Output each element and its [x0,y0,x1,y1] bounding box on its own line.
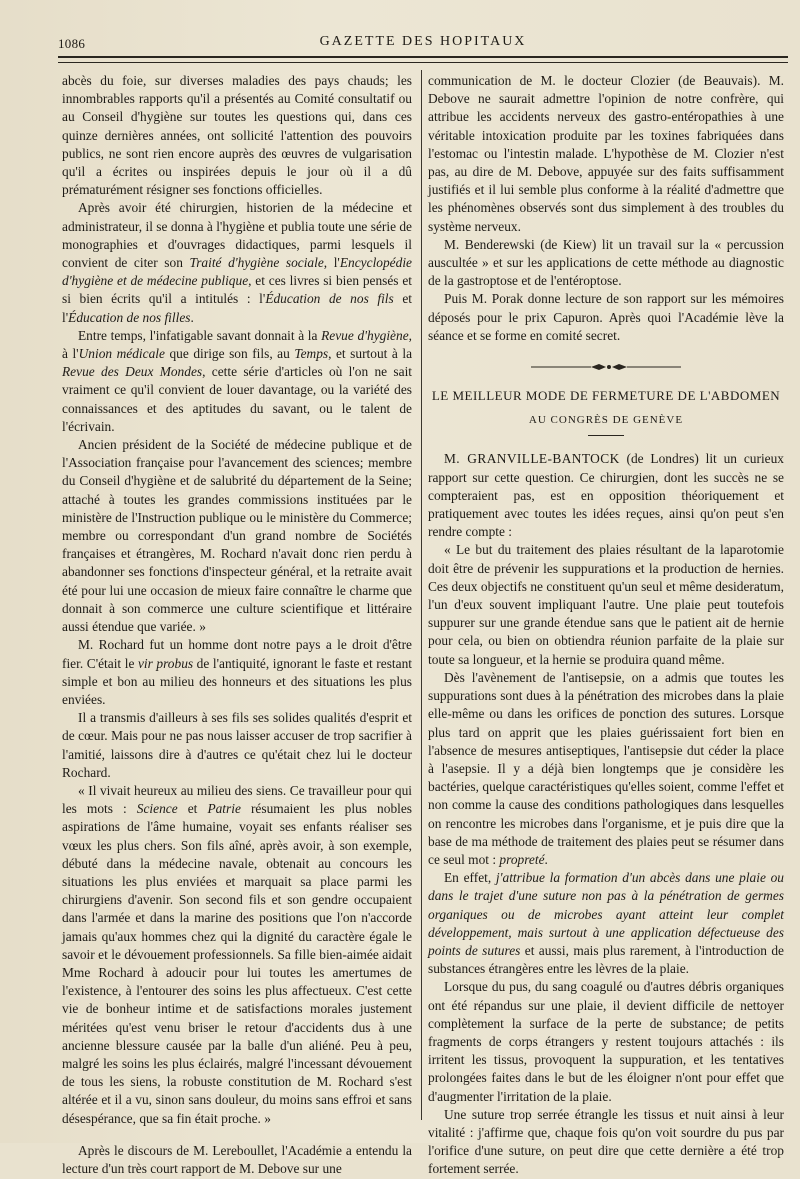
page-number: 1086 [58,36,86,51]
paragraph: Dès l'avènement de l'antisepsie, on a admis que toutes les suppurations sont dues à la pénétration des microbes dans la plaie elle-même ou dans les orifices de ponction des sutures. Lorsque plus tard on apprit que les plaies guérissaient fort bien en l'absence de mesures antiseptiques, l'antisepsie dut céder la place à l'asepsie. Il y a déjà bien longtemps que je considère les bactéries, quelque caractéristiques qu'elles soient, comme l'effet et non comme la cause des conditions pathologiques dans lesquelles on rencontre les microbes dans l'organisme, et je puis dire que la base de ma méthode de traitement des plaies peut se résumer dans ce seul mot : propreté. [428,669,784,867]
paragraph: M. Rochard fut un homme dont notre pays a le droit d'être fier. C'était le vir probus de l'antiquité, ignorant le faste et restant simple et bon au milieu des honneurs et des situations les plus enviées. [62,637,412,707]
paragraph: Entre temps, l'infatigable savant donnait à la Revue d'hygiène, à l'Union médicale que dirige son fils, au Temps, et surtout à la Revue des Deux Mondes, cette série d'articles où l'on ne sait vraiment ce qu'il convient de louer davantage, ou la variété des connaissances et des aptitudes du savant, ou le talent de l'écrivain. [62,327,413,434]
article-title: LE MEILLEUR MODE DE FERMETURE DE L'ABDOMEN [431,388,781,404]
paragraph: « Le but du traitement des plaies résultant de la laparotomie doit être de prévenir les suppurations et la production de hernies. Ces deux objectifs ne constituent qu'un seul et même desideratum, l'un d'eux souvent impliquant l'autre. Une plaie peut toutefois suppurer sur une grande étendue sans que le patient ait de hernie pour cela, ou bien on obtiendra réunion parfaite de la plaie sur toute sa longueur, et la hernie se produira quand même. [428,542,784,667]
header-rule-thin [58,62,788,63]
paragraph: M. GRANVILLE-BANTOCK (de Londres) lit un curieux rapport sur cette question. Ce chirurgien, dont les succès ne se compteraient pas, est en opposition théoriquement et pratiquement avec toutes les idées reçues, ainsi qu'on peut s'en rendre compte : [428,451,784,540]
article-subtitle: AU CONGRÈS DE GENÈVE [528,414,684,427]
paragraph: Après le discours de M. Lereboullet, l'Académie a entendu la lecture d'un très court rapport de M. Debove sur une [62,1142,412,1176]
paragraph: Lorsque du pus, du sang coagulé ou d'autres débris organiques ont été répandus sur une plaie, il devient difficile de nettoyer complètement la surface de la perte de substance; de petits fragments de corps étrangers y restent toujours attachés : ils irritent les tissus, provoquent la suppuration, et les tentatives prolongées faites dans le but de les éloigner n'ont pour effet que d'augmenter l'irritation de la plaie. [428,979,784,1104]
journal-title: GAZETTE DES HOPITAUX [319,34,527,49]
page-header [58,30,788,54]
paragraph: « Il vivait heureux au milieu des siens. Ce travailleur pour qui les mots : Science et Patrie résumaient les plus nobles aspirations de l'âme humaine, voyait ses enfants réaliser ses vœux les plus chers. Son fils aîné, après avoir, à son exemple, débuté dans la médecine navale, obtenait au concours les situations les plus enviées et marquait sa place parmi les chirurgiens d'avenir. Son second fils et son gendre occupaient dans l'armée et dans la marine des positions que l'on n'accorde jamais qu'aux hommes chez qui la dignité du caractère égale le savoir et le dévouement professionnels. Sa fille bien-aimée aidait Mme Rochard à adoucir pour lui toutes les amertumes de l'existence, à l'entourer des soins les plus affectueux. C'est cette vie de bonheur intime et de satisfactions morales justement méritées qu'est venu briser le retour d'accidents dus à une ancienne blessure causée par la balle d'un aliéné. Peu à peu, malgré les soins les plus éclairés, malgré l'incessant dévouement de tous les siens, la robuste constitution de M. Rochard s'est altérée et il a vu, sinon sans douleur, du moins sans effroi et sans désespérance, que sa fin était proche. » [62,782,413,1126]
right-column [428,72,784,1179]
spacer [62,1128,412,1142]
paragraph: abcès du foie, sur diverses maladies des pays chauds; les innombrables rapports qu'il a présentés au Comité consultatif ou au Conseil d'hygiène sur toutes les questions qui, dans ces quinze dernières années, ont sollicité l'attention des pouvoirs publics, ne sont rien encore auprès des œuvres de vulgarisation qu'il a écrites ou inspirées depuis le jour où il a dû prématurément résigner ses fonctions officielles. [62,73,412,198]
paragraph: Une suture trop serrée étrangle les tissus et nuit ainsi à leur vitalité : j'affirme que, chaque fois qu'on voit sourdre du pus par l'orifice d'une suture, on peut dire que cette dernière a été trop fortement serrée. [428,1106,784,1177]
paragraph: M. Benderewski (de Kiew) lit un travail sur la « percussion auscultée » et sur les applications de cette méthode au diagnostic de la gastroptose et de l'entéroptose. [428,236,784,289]
paragraph: Il a transmis d'ailleurs à ses fils ses solides qualités d'esprit et de cœur. Mais pour ne pas nous laisser accuser de trop sacrifier à l'amitié, laissons dire à d'autres ce qu'était chez lui le docteur Rochard. [62,710,412,780]
left-column [62,72,412,1178]
section-ornament [531,363,681,371]
author-name: M. GRANVILLE-BANTOCK [444,451,620,467]
title-rule [588,435,624,436]
column-divider [421,70,422,1120]
paragraph: Puis M. Porak donne lecture de son rapport sur les mémoires déposés pour le prix Capuron. Après quoi l'Académie lève la séance et se forme en comité secret. [428,291,784,343]
header-rule-thick [58,56,788,58]
paragraph: Après avoir été chirurgien, historien de la médecine et administrateur, il se donna à l'hygiène et publia toute une série de monographies et d'ouvrages didactiques, parmi lesquels il convient de citer son Traité d'hygiène sociale, l'Encyclopédie d'hygiène et de médecine publique, et ces livres si bien pensés et si bien écrits qu'il a intitulés : l'Éducation de nos fils et l'Éducation de nos filles. [62,200,413,325]
paragraph: En effet, j'attribue la formation d'un abcès dans une plaie ou dans le trajet d'une suture non pas à la pénétration de germes organiques ou de microbes ayant atteint leur complet développement, mais surtout à une application défectueuse des points de sutures et aussi, mais plus rarement, à l'introduction de substances étrangères entre les lèvres de la plaie. [428,870,785,977]
paragraph: communication de M. le docteur Clozier (de Beauvais). M. Debove ne saurait admettre l'opinion de notre confrère, qui attribue les accidents nerveux des gastro-entéropathies à une véritable intoxication produite par les toxines fabriquées dans l'estomac ou l'intestin malade. L'hypothèse de M. Clozier n'est pas, au dire de M. Debove, appuyée sur des faits suffisamment justifiés et il lui semble plus conforme à la réalité d'admettre que les phénomènes observés sont dus simplement à des troubles du système nerveux. [428,73,784,234]
paragraph: Ancien président de la Société de médecine publique et de l'Association française pour l'avancement des sciences; membre du Conseil d'hygiène et de salubrité du département de la Seine; attaché à toutes les grandes commissions instituées par le ministère de l'Instruction publique ou le ministère du Commerce; membre ou correspondant d'un grand nombre de Sociétés françaises et étrangères, M. Rochard n'avait donc rien perdu à abandonner ses fonctions d'inspecteur général, et la retraite avait été pour lui une occasion de mieux faire connaître le charme que donnait à son commerce une culture scientifique et littéraire aussi étendue que variée. » [62,437,412,635]
